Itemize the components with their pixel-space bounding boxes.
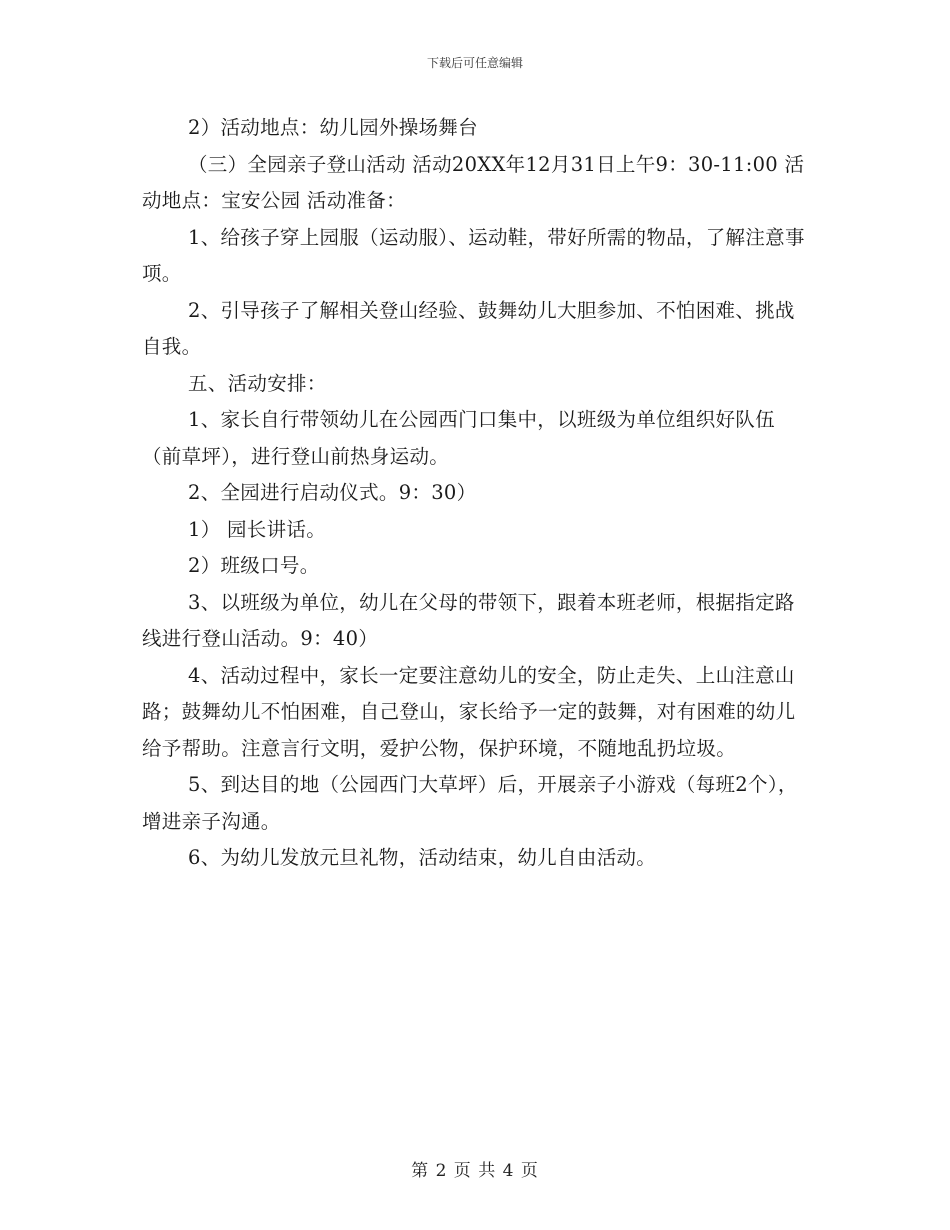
- paragraph: 1、家长自行带领幼儿在公园西门口集中，以班级为单位组织好队伍（前草坪），进行登山前热身运动。: [142, 408, 775, 468]
- section-heading: 五、活动安排：: [188, 371, 327, 395]
- paragraph: 1） 园长讲话。: [188, 517, 327, 541]
- paragraph: 2）活动地点：幼儿园外操场舞台: [188, 116, 478, 139]
- document-body: [142, 110, 810, 877]
- paragraph: 2、全园进行启动仪式。9：30）: [188, 481, 477, 504]
- page-header: 下载后可任意编辑: [426, 56, 523, 70]
- paragraph: 2、引导孩子了解相关登山经验、鼓舞幼儿大胆参加、不怕困难、挑战自我。: [142, 298, 795, 358]
- page-footer: 第 2 页 共 4 页: [411, 1161, 539, 1181]
- paragraph: 6、为幼儿发放元旦礼物，活动结束，幼儿自由活动。: [188, 846, 657, 869]
- paragraph: 5、到达目的地（公园西门大草坪）后，开展亲子小游戏（每班2个），增进亲子沟通。: [142, 773, 798, 833]
- paragraph: 1、给孩子穿上园服（运动服）、运动鞋，带好所需的物品，了解注意事项。: [142, 225, 805, 285]
- paragraph: 2）班级口号。: [188, 554, 320, 577]
- paragraph: 4、活动过程中，家长一定要注意幼儿的安全，防止走失、上山注意山路；鼓舞幼儿不怕困难，自己登山，家长给予一定的鼓舞，对有困难的幼儿给予帮助。注意言行文明，爱护公物，保护环境，不随地乱扔垃圾。: [142, 663, 796, 760]
- paragraph: 3、以班级为单位，幼儿在父母的带领下，跟着本班老师，根据指定路线进行登山活动。9：40）: [142, 590, 795, 650]
- paragraph: （三）全园亲子登山活动 活动20XX年12月31日上午9：30-11:00 活动地点：宝安公园 活动准备：: [142, 152, 805, 212]
